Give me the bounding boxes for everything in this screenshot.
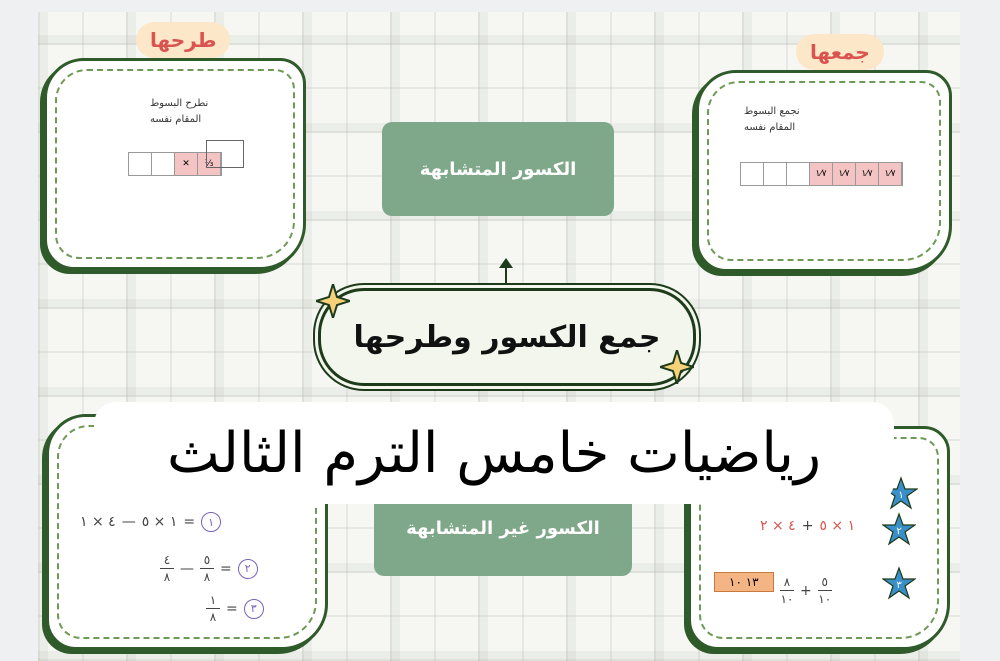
star-2-label: ٢: [896, 526, 902, 537]
banner-title: رياضيات خامس الترم الثالث: [166, 420, 822, 486]
subtract-result-box: [206, 140, 244, 168]
step-number: ١: [201, 512, 221, 532]
sparkle-icon: [316, 284, 350, 318]
up-arrow-head: [499, 258, 513, 268]
dissimilar-fractions-box: الكسور غير المتشابهة: [374, 480, 632, 576]
step2-expression: ٤ × ٢ + ١ × ٥: [760, 518, 856, 534]
subtract-tag: طرحها: [136, 22, 230, 58]
subtract-note-1: نطرح البسوط: [150, 98, 209, 109]
sparkle-icon: [660, 350, 694, 384]
similar-fractions-box: الكسور المتشابهة: [382, 122, 614, 216]
subtract-note-2: المقام نفسه: [150, 114, 202, 125]
answer-box: ١٣ ١٠: [714, 572, 774, 592]
add-tag: جمعها: [796, 34, 884, 70]
step-number: ٢: [238, 559, 258, 579]
example-row-3: ١ ٨ = ٣: [206, 594, 264, 623]
add-note-1: نجمع البسوط: [744, 106, 800, 117]
add-note-2: المقام نفسه: [744, 122, 796, 133]
star-3-icon: [882, 566, 916, 600]
step3-expression: ٨ ١٠ + ٥ ١٠: [780, 575, 832, 606]
star-3-label: ٣: [896, 580, 902, 591]
example-row-1: ٤ × ١ — ١ × ٥ = ١: [80, 512, 221, 532]
center-topic-title: جمع الكسور وطرحها: [353, 319, 661, 355]
title-banner: [94, 402, 894, 504]
step-number: ٣: [244, 599, 264, 619]
star-2-icon: [882, 512, 916, 546]
subtract-fraction-strip: ✕ ⅓: [128, 152, 222, 176]
add-fraction-strip: ١⁄٧ ١⁄٧ ١⁄٧ ١⁄٧: [740, 162, 903, 186]
example-row-2: ٤ ٨ — ٥ ٨ = ٢: [160, 554, 258, 583]
star-1-label: ١: [898, 490, 904, 501]
center-topic: [318, 288, 696, 386]
